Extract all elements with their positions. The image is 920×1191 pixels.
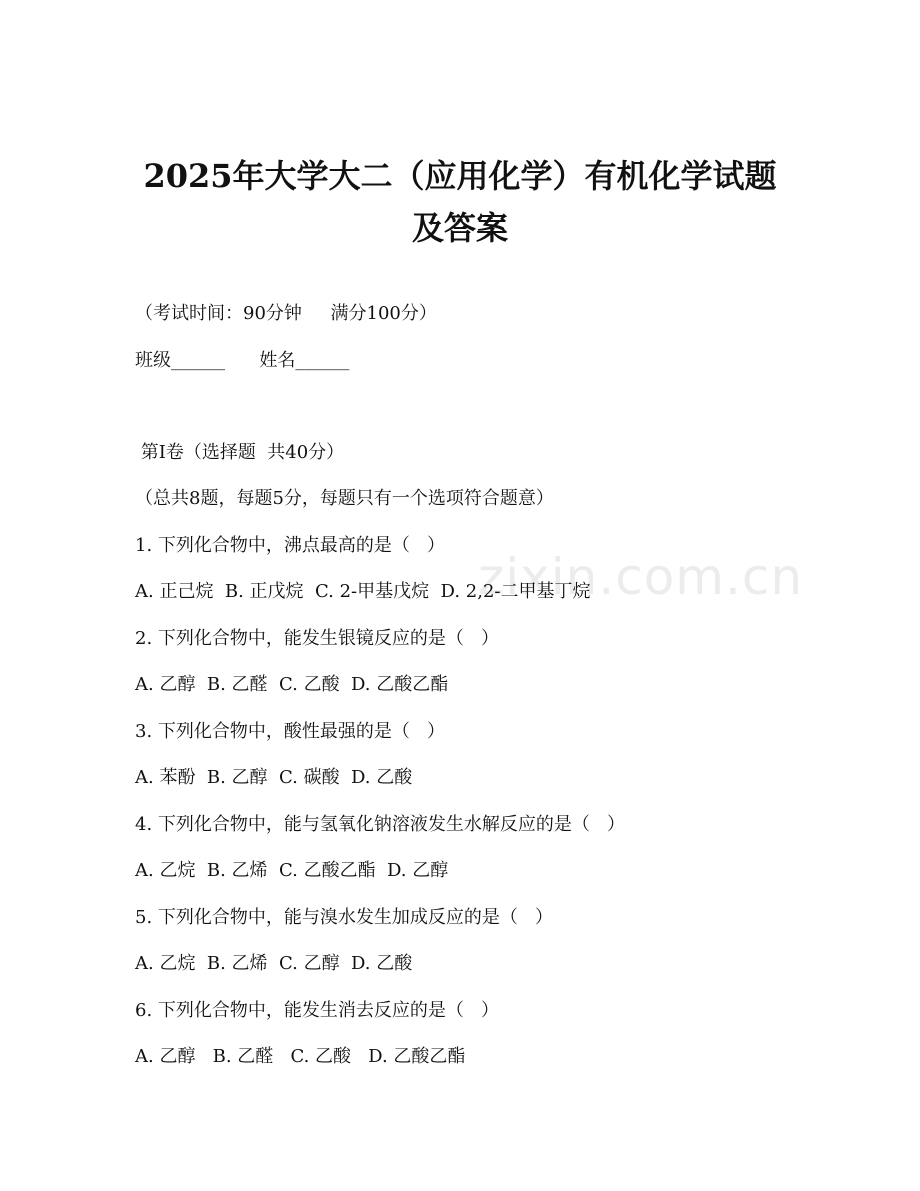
- section-note: （总共8题，每题5分，每题只有一个选项符合题意）: [135, 488, 554, 509]
- question-3-stem: 3. 下列化合物中，酸性最强的是（ ）: [135, 721, 446, 742]
- question-3-options: A. 苯酚 B. 乙醇 C. 碳酸 D. 乙酸: [135, 767, 413, 788]
- question-5-options: A. 乙烷 B. 乙烯 C. 乙醇 D. 乙酸: [135, 953, 413, 974]
- document-title-line-1: 2025年大学大二（应用化学）有机化学试题: [143, 157, 777, 195]
- question-1-options: A. 正己烷 B. 正戊烷 C. 2-甲基戊烷 D. 2,2-二甲基丁烷: [135, 581, 591, 602]
- question-1-stem: 1. 下列化合物中，沸点最高的是（ ）: [135, 535, 446, 556]
- watermark: zixin.com.cn: [478, 548, 804, 606]
- question-5-stem: 5. 下列化合物中，能与溴水发生加成反应的是（ ）: [135, 907, 554, 928]
- question-4-stem: 4. 下列化合物中，能与氢氧化钠溶液发生水解反应的是（ ）: [135, 814, 626, 835]
- document-title-line-2: 及答案: [411, 209, 508, 247]
- section-heading: 第Ⅰ卷（选择题 共40分）: [135, 442, 345, 463]
- question-6-stem: 6. 下列化合物中，能发生消去反应的是（ ）: [135, 1000, 500, 1021]
- question-2-options: A. 乙醇 B. 乙醛 C. 乙酸 D. 乙酸乙酯: [135, 674, 449, 695]
- question-6-options: A. 乙醇 B. 乙醛 C. 乙酸 D. 乙酸乙酯: [135, 1046, 466, 1067]
- exam-info: （考试时间：90分钟 满分100分）: [135, 303, 437, 324]
- class-name-fields: 班级______ 姓名______: [135, 350, 350, 371]
- question-4-options: A. 乙烷 B. 乙烯 C. 乙酸乙酯 D. 乙醇: [135, 860, 449, 881]
- question-2-stem: 2. 下列化合物中，能发生银镜反应的是（ ）: [135, 628, 500, 649]
